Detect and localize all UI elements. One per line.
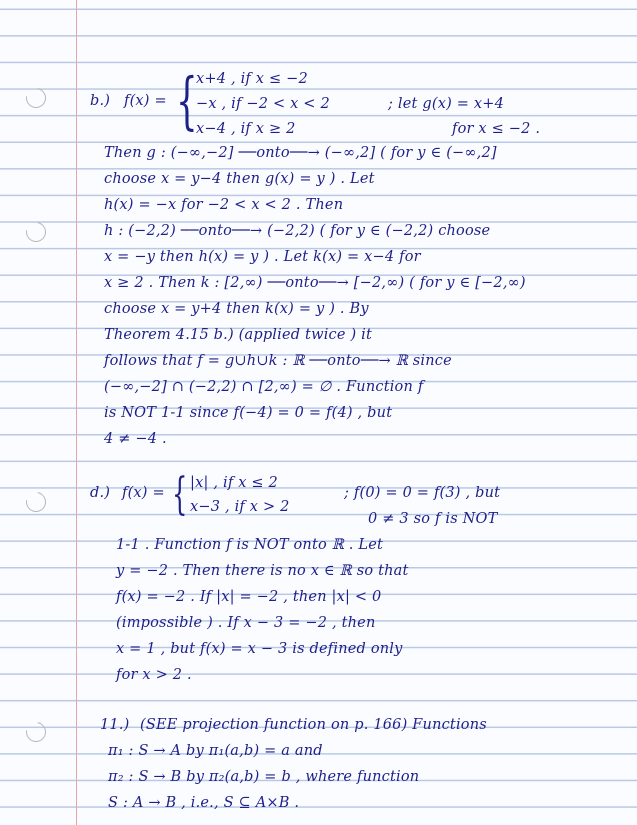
problem-b-line-4: h : (−2,2) ──onto──→ (−2,2) ( for y ∈ (−2,2) choose <box>104 223 491 239</box>
problem-b-label: b.) <box>90 93 111 109</box>
problem-d-right-2: 0 ≠ 3 so f is NOT <box>368 511 498 527</box>
problem-b-case-2: −x , if −2 < x < 2 <box>196 96 330 112</box>
problem-d-line-5: x = 1 , but f(x) = x − 3 is defined only <box>116 641 403 657</box>
problem-b-line-1: Then g : (−∞,−2] ──onto──→ (−∞,2] ( for y ∈ (−∞,2] <box>104 145 497 161</box>
problem-b-line-6: x ≥ 2 . Then k : [2,∞) ──onto──→ [−2,∞) ( for y ∈ [−2,∞) <box>104 275 526 291</box>
punch-hole-middle <box>22 488 50 516</box>
problem-11-line-4: S : A → B , i.e., S ⊆ A×B . <box>108 795 300 811</box>
problem-b-line-11: is NOT 1-1 since f(−4) = 0 = f(4) , but <box>104 405 393 421</box>
problem-11-label: 11.) <box>100 717 130 733</box>
problem-b-function: f(x) = <box>124 93 167 109</box>
problem-b-line-9: follows that f = g∪h∪k : ℝ ──onto──→ ℝ since <box>104 353 452 369</box>
problem-d-line-6: for x > 2 . <box>116 667 192 683</box>
problem-d-case-2: x−3 , if x > 2 <box>190 499 290 515</box>
problem-b-line-5: x = −y then h(x) = y ) . Let k(x) = x−4 for <box>104 249 421 265</box>
problem-d-case-1: |x| , if x ≤ 2 <box>190 475 278 491</box>
problem-b-case-1: x+4 , if x ≤ −2 <box>196 71 308 87</box>
punch-hole-bottom <box>22 718 50 746</box>
problem-11-line-2: π₁ : S → A by π₁(a,b) = a and <box>108 743 323 759</box>
problem-b-line-12: 4 ≠ −4 . <box>104 431 167 447</box>
problem-11-line-1: (SEE projection function on p. 166) Functions <box>140 717 487 733</box>
problem-d-line-3: f(x) = −2 . If |x| = −2 , then |x| < 0 <box>116 589 382 605</box>
margin-line <box>76 0 77 825</box>
problem-b-right-1: ; let g(x) = x+4 <box>388 96 505 112</box>
problem-b-line-8: Theorem 4.15 b.) (applied twice ) it <box>104 327 372 343</box>
problem-d-line-1: 1-1 . Function f is NOT onto ℝ . Let <box>116 537 384 553</box>
punch-hole-upper <box>22 218 50 246</box>
punch-hole-top <box>22 84 50 112</box>
problem-b-line-10: (−∞,−2] ∩ (−2,2) ∩ [2,∞) = ∅ . Function f <box>104 379 424 395</box>
problem-d-line-2: y = −2 . Then there is no x ∈ ℝ so that <box>116 563 409 579</box>
brace-d: { <box>172 469 188 520</box>
problem-11-line-3: π₂ : S → B by π₂(a,b) = b , where function <box>108 769 420 785</box>
problem-b-line-2: choose x = y−4 then g(x) = y ) . Let <box>104 171 375 187</box>
problem-b-line-7: choose x = y+4 then k(x) = y ) . By <box>104 301 369 317</box>
problem-b-right-2: for x ≤ −2 . <box>452 121 541 137</box>
brace-b: { <box>176 64 198 137</box>
problem-d-label: d.) <box>90 485 111 501</box>
problem-d-line-4: (impossible ) . If x − 3 = −2 , then <box>116 615 376 631</box>
problem-d-right-1: ; f(0) = 0 = f(3) , but <box>344 485 501 501</box>
problem-b-case-3: x−4 , if x ≥ 2 <box>196 121 296 137</box>
problem-d-function: f(x) = <box>122 485 165 501</box>
problem-b-line-3: h(x) = −x for −2 < x < 2 . Then <box>104 197 344 213</box>
